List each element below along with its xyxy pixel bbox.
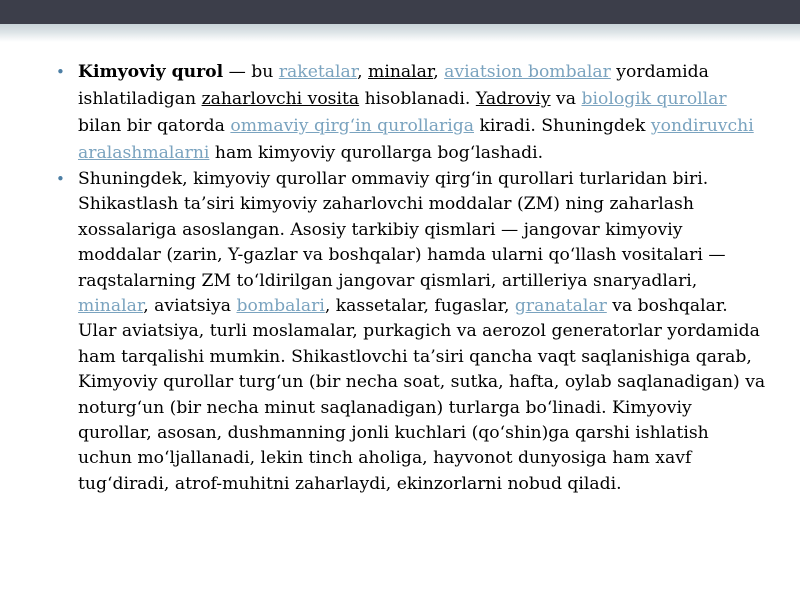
link-yadroviy[interactable]: Yadroviy	[475, 89, 551, 109]
text-span: ham kimyoviy qurollarga bog‘lashadi.	[209, 143, 544, 163]
link-minalar-2[interactable]: minalar	[78, 296, 144, 317]
text-span: ,	[433, 62, 445, 82]
bullet-dot-icon: •	[56, 63, 65, 81]
slide-content	[56, 59, 768, 497]
text-span: Shuningdek, kimyoviy qurollar ommaviy qirg‘in qurollari turlaridan biri. Shikastlash ta’siri kimyoviy zaharlovchi moddalar (ZM) ning zaharlash xossalariga asoslangan. Asosiy tarkibiy qismlari — jangovar kimyoviy moddalar (zarin, Y-gazlar va boshqalar) hamda ularni qo‘llash vositalari — raqstalarning ZM to‘ldirilgan jangovar qismlari, artilleriya snaryadlari,	[78, 169, 726, 291]
slide-top-bar	[0, 0, 800, 24]
term-kimyoviy-qurol: Kimyoviy qurol	[78, 62, 224, 82]
link-minalar[interactable]: minalar	[368, 62, 434, 82]
link-zaharlovchi-vosita[interactable]: zaharlovchi vosita	[201, 89, 360, 109]
text-span: hisoblanadi.	[359, 89, 476, 109]
bullet-paragraph-2	[56, 167, 768, 497]
link-aviatsion-bombalar[interactable]: aviatsion bombalar	[444, 62, 611, 82]
text-span: yordamida ishlatiladigan	[78, 62, 709, 109]
link-raketalar[interactable]: raketalar	[278, 62, 358, 82]
text-span: , kassetalar, fugaslar,	[324, 296, 515, 317]
text-span: va	[550, 89, 582, 109]
text-span: bilan bir qatorda	[78, 116, 231, 136]
link-ommaviy-qirgin-qurollariga[interactable]: ommaviy qirg‘in qurollariga	[230, 116, 475, 136]
text-span: , aviatsiya	[143, 296, 237, 317]
bullet-paragraph-1	[56, 59, 768, 167]
slide-top-shadow	[0, 24, 800, 42]
text-span: ,	[357, 62, 369, 82]
text-span: — bu	[223, 62, 279, 82]
link-yondiruvchi-aralashmalarni[interactable]: yondiruvchi aralashmalarni	[78, 116, 754, 163]
link-bombalari[interactable]: bombalari	[236, 296, 325, 317]
link-granatalar[interactable]: granatalar	[514, 296, 607, 317]
text-span: kiradi. Shuningdek	[474, 116, 651, 136]
paragraph-1-text	[78, 59, 768, 167]
paragraph-2-text	[78, 167, 768, 497]
text-span: va boshqalar. Ular aviatsiya, turli moslamalar, purkagich va aerozol generatorlar yordamida ham tarqalishi mumkin. Shikastlovchi ta’siri qancha vaqt saqlanishiga qarab, Kimyoviy qurollar turg‘un (bir necha soat, sutka, hafta, oylab saqlanadigan) va noturg‘un (bir necha minut saqlanadigan) turlarga bo‘linadi. Kimyoviy qurollar, asosan, dushmanning jonli kuchlari (qo‘shin)ga qarshi ishlatish uchun mo‘ljallanadi, lekin tinch aholiga, hayvonot dunyosiga ham xavf tug‘diradi, atrof-muhitni zaharlaydi, ekinzorlarni nobud qiladi.	[78, 296, 766, 494]
link-biologik-qurollar[interactable]: biologik qurollar	[581, 89, 727, 109]
bullet-dot-icon: •	[56, 170, 65, 188]
